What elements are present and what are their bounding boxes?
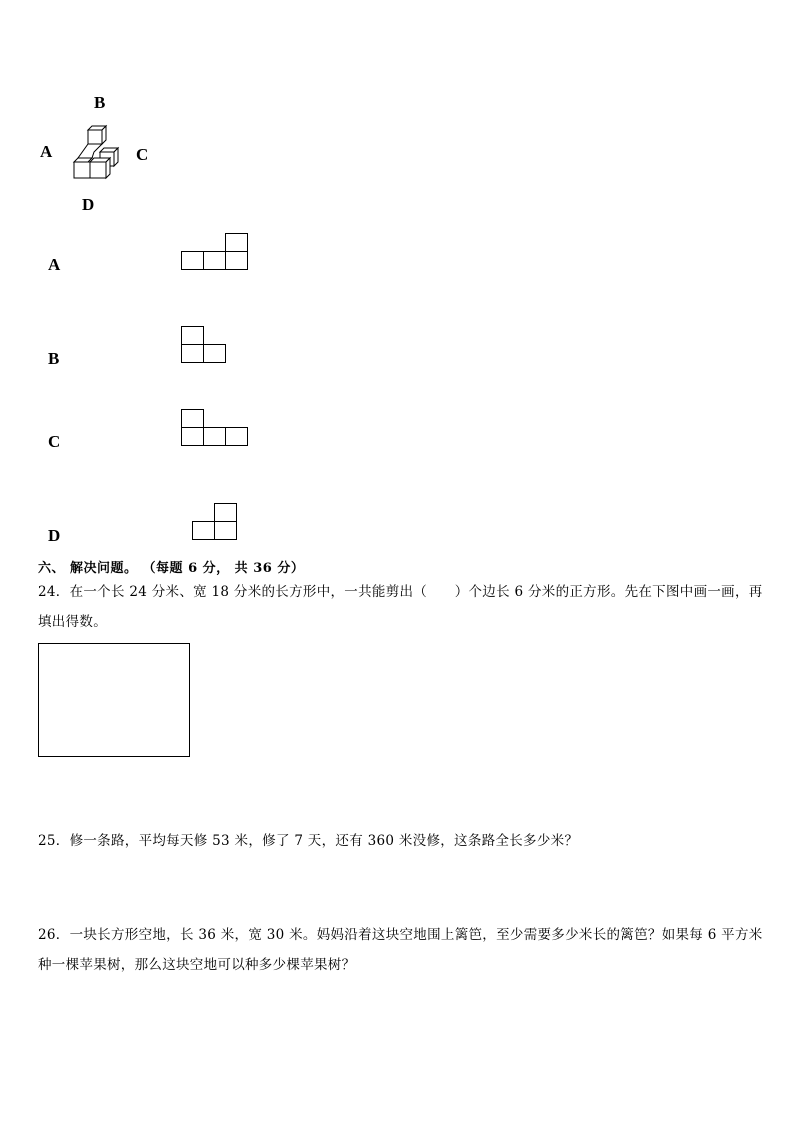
view-label-right: C	[136, 145, 149, 164]
section-heading: 六、 解决问题。 （每题 6 分， 共 36 分）	[38, 561, 305, 576]
view-label-bottom: D	[82, 195, 95, 214]
option-b-label: B	[48, 349, 60, 368]
question-25-line1: 25．修一条路，平均每天修 53 米，修了 7 天，还有 360 米没修，这条路全长多少米？	[38, 833, 579, 849]
question-26-line2: 种一棵苹果树，那么这块空地可以种多少棵苹果树？	[38, 957, 356, 973]
option-d-view	[192, 503, 238, 540]
cube-stack-figure	[70, 126, 122, 180]
question-26-line1: 26．一块长方形空地，长 36 米，宽 30 米。妈妈沿着这块空地围上篱笆，至少需要多少米长的篱笆？如果每 6 平方米	[38, 927, 763, 943]
cube-upper-side	[102, 126, 106, 144]
drawing-rectangle	[38, 643, 190, 757]
view-label-top: B	[94, 93, 106, 112]
option-a-view	[181, 233, 249, 270]
question-24-line2: 填出得数。	[38, 614, 107, 630]
option-c-label: C	[48, 432, 61, 451]
cube-upper-front	[88, 130, 102, 144]
option-c-view	[181, 409, 249, 446]
option-a-label: A	[48, 255, 61, 274]
option-b-view	[181, 326, 227, 363]
question-24-line1: 24．在一个长 24 分米、宽 18 分米的长方形中，一共能剪出（ ）个边长 6 分米的正方形。先在下图中画一画，再	[38, 584, 763, 600]
view-label-left: A	[40, 142, 53, 161]
option-d-label: D	[48, 526, 61, 545]
